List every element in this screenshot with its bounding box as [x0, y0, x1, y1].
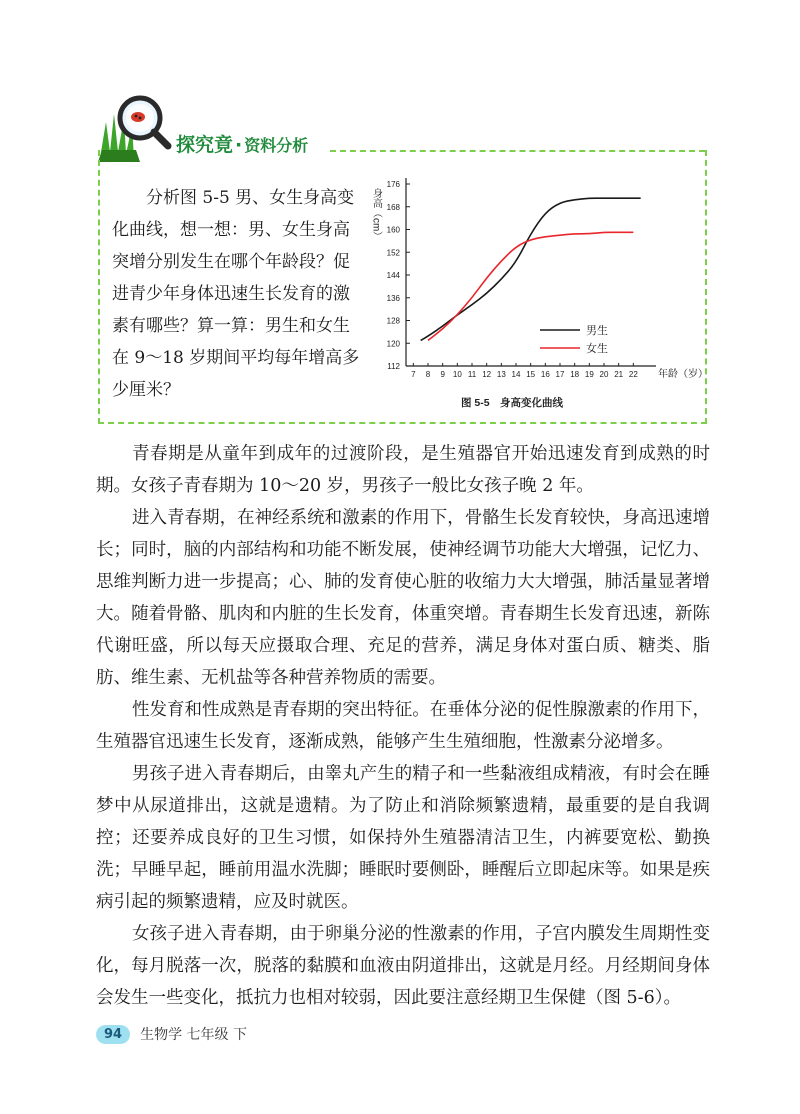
legend-label: 女生 — [586, 343, 608, 355]
x-tick-label: 15 — [526, 370, 536, 379]
paragraph: 男孩子进入青春期后，由睾丸产生的精子和一些黏液组成精液，有时会在睡梦中从尿道排出，这就是遗精。为了防止和消除频繁遗精，最重要的是自我调控；还要养成良好的卫生习惯，如保持外生殖器清洁卫生，内裤要宽松、勤换洗；早睡早起，睡前用温水洗脚；睡眠时要侧卧，睡醒后立即起床等。如果是疾病引起的频繁遗精，应及时就医。 — [96, 764, 710, 912]
y-tick-label: 168 — [386, 202, 400, 212]
x-tick-label: 12 — [482, 370, 492, 379]
x-tick-label: 19 — [584, 370, 594, 379]
y-tick-label: 144 — [386, 271, 400, 280]
y-tick-label: 176 — [386, 180, 400, 189]
book-title: 生物学 七年级 下 — [140, 1027, 247, 1043]
x-tick-label: 13 — [496, 370, 506, 379]
y-tick-label: 112 — [387, 362, 400, 371]
chart-caption: 图 5-5 身高变化曲线 — [460, 397, 564, 409]
paragraph: 进入青春期，在神经系统和激素的作用下，骨骼生长发育较快，身高迅速增长；同时，脑的内部结构和功能不断发展，使神经调节功能大大增强，记忆力、思维判断力进一步提高；心、肺的发育使心脏的收缩力大大增强，肺活量显著增大。随着骨骼、肌肉和内脏的生长发育，体重突增。青春期生长发育迅速，新陈代谢旺盛，所以每天应摄取合理、充足的营养，满足身体对蛋白质、糖类、脂肪、维生素、无机盐等各种营养物质的需要。 — [96, 508, 710, 688]
x-tick-label: 21 — [614, 370, 624, 379]
y-tick-label: 160 — [386, 225, 400, 235]
height-chart-svg — [352, 170, 708, 418]
paragraph: 性发育和性成熟是青春期的突出特征。在垂体分泌的促性腺激素的作用下，生殖器官迅速生长发育，逐渐成熟，能够产生生殖细胞，性激素分泌增多。 — [96, 700, 710, 752]
y-tick-label: 120 — [386, 339, 400, 349]
paragraph: 女孩子进入青春期，由于卵巢分泌的性激素的作用，子宫内膜发生周期性变化，每月脱落一次，脱落的黏膜和血液由阴道排出，这就是月经。月经期间身体会发生一些变化，抵抗力也相对较弱，因此要注意经期卫生保健（图 5-6）。 — [96, 924, 710, 1008]
y-tick-label: 128 — [386, 316, 400, 326]
page-number: 94 — [96, 1025, 130, 1044]
x-tick-label: 7 — [411, 370, 416, 379]
x-tick-label: 9 — [440, 370, 445, 379]
y-tick-label: 136 — [386, 293, 400, 303]
x-tick-label: 18 — [570, 370, 580, 379]
x-tick-label: 22 — [628, 370, 638, 379]
paragraph: 青春期是从童年到成年的过渡阶段，是生殖器官开始迅速发育到成熟的时期。女孩子青春期为 10～20 岁，男孩子一般比女孩子晚 2 年。 — [96, 444, 710, 496]
title-sub: 资料分析 — [244, 136, 309, 155]
legend-label: 男生 — [586, 325, 608, 337]
height-chart — [352, 170, 708, 418]
title-separator: · — [235, 134, 243, 156]
y-tick-label: 152 — [386, 248, 400, 258]
x-tick-label: 10 — [452, 370, 462, 379]
x-tick-label: 11 — [467, 370, 477, 379]
x-tick-label: 8 — [425, 370, 431, 379]
body-text — [96, 438, 710, 1014]
y-axis-label: 身高（cm） — [370, 188, 382, 242]
title-main: 探究竟 — [176, 134, 234, 156]
x-axis-label: 年龄（岁） — [658, 369, 708, 380]
page-footer — [96, 1022, 247, 1046]
x-tick-label: 20 — [599, 370, 609, 379]
inquiry-question: 分析图 5-5 男、女生身高变化曲线，想一想：男、女生身高突增分别发生在哪个年龄段？促进青少年身体迅速生长发育的激素有哪些？算一算：男生和女生在 9～18 岁期间平均每年增高多少厘米？ — [112, 188, 360, 400]
x-tick-label: 16 — [540, 370, 550, 379]
x-tick-label: 14 — [511, 370, 521, 379]
x-tick-label: 17 — [555, 370, 565, 379]
